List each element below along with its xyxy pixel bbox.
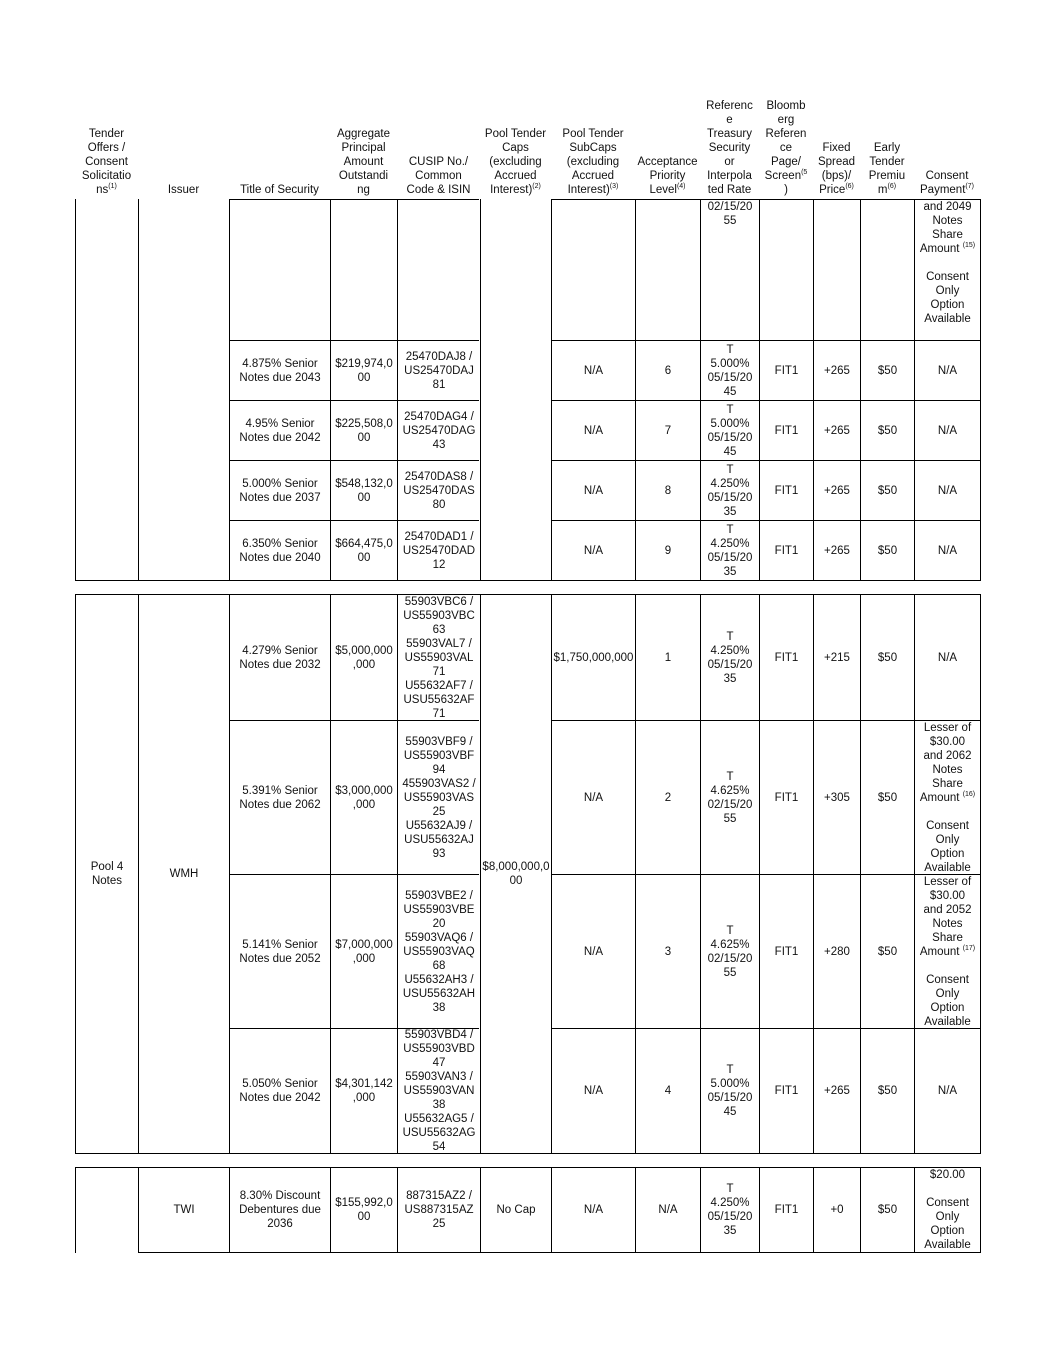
spread-cell-text: +265 <box>824 484 850 497</box>
subcap-cell-text: N/A <box>583 364 604 377</box>
premium-cell <box>861 461 914 520</box>
consent-payment-cell-main: N/A <box>937 651 958 664</box>
cusip-cell-text: 887315AZ2 / US887315AZ 25 <box>404 1190 474 1230</box>
premium-cell-text: $50 <box>877 1204 898 1216</box>
table-rule <box>75 580 980 581</box>
subcap-cell-text: N/A <box>583 424 604 437</box>
issuer-cell <box>139 1168 229 1252</box>
premium-cell <box>861 341 914 400</box>
reference-rate-cont-text: 02/15/20 55 <box>707 201 753 227</box>
amount-cell-text: $7,000,000 ,000 <box>335 938 393 965</box>
table-rule <box>138 1252 980 1253</box>
cusip-cell-text: 55903VBE2 / US55903VBE 20 55903VAQ6 / US55903VAQ 68 U55632AH3 / USU55632AH 38 <box>402 889 476 1014</box>
title-cell <box>230 595 330 720</box>
premium-cell-text: $50 <box>877 544 898 557</box>
bbg-cell-text: FIT1 <box>774 484 799 497</box>
header-text: CUSIP No./ Common Code & ISIN <box>406 156 471 196</box>
subcap-cell <box>552 521 635 580</box>
spread-cell <box>814 1029 860 1153</box>
premium-cell-text: $50 <box>877 791 898 804</box>
header-cusip-label <box>407 155 471 197</box>
subcap-cell-text: $1,750,000,000 <box>553 651 634 664</box>
header-priority <box>635 96 700 197</box>
cusip-cell <box>398 521 480 580</box>
cusip-cell-text: 55903VBF9 / US55903VBF 94 455903VAS2 / US55903VAS 25 U55632AJ9 / USU55632AJ 93 <box>402 735 476 860</box>
header-text: Early Tender Premiu m <box>868 142 906 196</box>
cusip-cell <box>398 721 480 874</box>
cusip-cell <box>398 461 480 520</box>
header-offer-label <box>82 127 131 197</box>
spread-cell-text: +265 <box>824 544 850 557</box>
header-amount <box>330 96 397 197</box>
bbg-cell <box>760 401 813 460</box>
header-cap-label <box>485 127 546 197</box>
spread-cell-text: +305 <box>824 791 850 804</box>
ref-cell-text: T 4.250% 05/15/20 35 <box>707 523 753 578</box>
cusip-cell <box>398 875 480 1028</box>
header-footnote: (6) <box>887 183 897 191</box>
ref-cell <box>701 595 759 720</box>
priority-cell-text: 1 <box>664 651 672 664</box>
ref-cell-text: T 5.000% 05/15/20 45 <box>707 1064 753 1118</box>
ref-cell <box>701 521 759 580</box>
header-cap <box>480 96 551 197</box>
consent-cell-text: N/A <box>937 544 958 557</box>
amount-cell <box>331 401 397 460</box>
spread-cell <box>814 401 860 460</box>
consent-payment-cell-main: Lesser of $30.00 and 2052 Notes Share Amount <box>919 875 972 958</box>
title-cell <box>230 461 330 520</box>
bbg-cell <box>760 461 813 520</box>
ref-cell <box>701 341 759 400</box>
bbg-cell <box>760 721 813 874</box>
header-priority-label <box>637 155 697 197</box>
consent-payment-cell-text <box>938 651 957 665</box>
table-rule <box>75 1167 76 1253</box>
header-spread-label <box>818 141 855 197</box>
priority-cell-text: N/A <box>658 1204 678 1216</box>
table-rule <box>480 199 481 581</box>
amount-cell <box>331 521 397 580</box>
consent-payment-cell-text <box>938 1084 957 1098</box>
subcap-cell <box>552 875 635 1028</box>
consent-payment-cell <box>915 1168 980 1252</box>
header-text: Tender Offers / Consent Solicitatio ns <box>81 128 132 196</box>
amount-cell-text: $664,475,0 00 <box>335 537 393 564</box>
header-issuer-label <box>168 183 199 197</box>
amount-cell-text: $219,974,0 00 <box>335 357 393 384</box>
reference-rate-cell <box>701 1168 759 1252</box>
bbg-cell-text: FIT1 <box>774 364 799 377</box>
consent-payment-cell-footnote: (16) <box>962 790 976 798</box>
title-cell-text: 6.350% Senior Notes due 2040 <box>239 537 321 564</box>
spread-cell <box>814 595 860 720</box>
header-text: Bloomb erg Referen ce Page/ Screen <box>764 100 807 182</box>
spread-cell-text: +280 <box>824 945 850 958</box>
bloomberg-cell-text: FIT1 <box>774 1204 799 1216</box>
premium-cell <box>861 721 914 874</box>
header-subcap-label <box>562 127 623 197</box>
title-cell <box>230 721 330 874</box>
header-text: Issuer <box>167 184 200 196</box>
header-footnote: (3) <box>609 183 619 191</box>
header-footnote: (2) <box>532 183 541 191</box>
bbg-cell-text: FIT1 <box>774 945 799 958</box>
issuer-cell <box>139 595 229 1153</box>
subcap-cell <box>552 595 635 720</box>
spread-cell <box>814 875 860 1028</box>
spread-cell-text: +0 <box>830 1204 844 1216</box>
cusip-cell-text: 55903VBC6 / US55903VBC 63 55903VAL7 / US55903VAL 71 U55632AF7 / USU55632AF 71 <box>403 595 475 720</box>
offer-group-cell <box>76 595 138 1153</box>
premium-cell <box>861 521 914 580</box>
bbg-cell <box>760 521 813 580</box>
spread-cell-text: +265 <box>824 1085 850 1097</box>
consent-payment-cont-text <box>920 200 975 326</box>
title-cell <box>230 1029 330 1153</box>
cusip-cell-text: 25470DAS8 / US25470DAS 80 <box>403 470 475 511</box>
ref-cell-text: T 4.625% 02/15/20 55 <box>707 770 753 825</box>
ref-cell <box>701 721 759 874</box>
priority-cell <box>636 595 700 720</box>
consent-cell <box>915 521 980 580</box>
premium-cell <box>861 1168 914 1252</box>
subcap-cell <box>552 721 635 874</box>
premium-cell <box>861 401 914 460</box>
spread-cell <box>814 1168 860 1252</box>
subcap-cell-text: N/A <box>583 945 604 958</box>
consent-payment-cell <box>915 595 980 720</box>
offer-group-cell-text: Pool 4 Notes <box>90 861 124 887</box>
premium-cell <box>861 1029 914 1153</box>
cusip-cell <box>398 595 480 720</box>
title-cell <box>230 521 330 580</box>
header-text: Pool Tender Caps (excluding Accrued Interest) <box>484 128 547 196</box>
header-title-label <box>240 183 319 197</box>
premium-cell-text: $50 <box>877 484 898 497</box>
header-offer <box>75 96 138 197</box>
table-rule <box>980 1167 981 1253</box>
title-cell-text: 4.95% Senior Notes due 2042 <box>239 417 321 444</box>
subcap-cell <box>552 401 635 460</box>
header-text: Pool Tender SubCaps (excluding Accrued Interest) <box>562 128 624 196</box>
bbg-cell <box>760 1029 813 1153</box>
consent-payment-cell-text: $20.00 Consent Only Option Available <box>924 1169 971 1251</box>
subcap-cell <box>552 461 635 520</box>
ref-cell <box>701 875 759 1028</box>
premium-cell-text: $50 <box>877 651 898 664</box>
header-issuer <box>138 96 229 197</box>
bbg-cell-text: FIT1 <box>774 791 799 804</box>
bloomberg-cell <box>760 1168 813 1252</box>
header-text: Consent Payment <box>920 170 969 196</box>
cusip-cell <box>398 1168 480 1252</box>
cusip-cell <box>398 1029 480 1153</box>
issuer-cell-text: TWI <box>173 1204 195 1216</box>
header-bbg-label <box>765 99 808 197</box>
table-rule <box>980 594 981 1154</box>
title-cell-text: 4.875% Senior Notes due 2043 <box>239 357 321 384</box>
priority-cell <box>636 341 700 400</box>
cusip-cell-text: 25470DAJ8 / US25470DAJ 81 <box>404 350 474 391</box>
consent-cell-text: N/A <box>937 364 958 377</box>
priority-cell <box>636 461 700 520</box>
header-footnote: (7) <box>965 183 974 191</box>
bbg-cell-text: FIT1 <box>774 1085 799 1097</box>
header-text: Acceptance Priority Level <box>637 156 698 196</box>
issuer-cell-text: WMH <box>169 868 199 880</box>
title-cell <box>230 875 330 1028</box>
title-cell <box>230 401 330 460</box>
cusip-cell <box>398 401 480 460</box>
consent-payment-cell-note: Consent Only Option Available <box>924 973 971 1028</box>
subcap-cell-text: N/A <box>583 544 604 557</box>
consent-payment-cont-footnote: (15) <box>962 242 976 250</box>
header-subcap <box>551 96 635 197</box>
priority-cell-text: 9 <box>664 544 672 557</box>
amount-cell <box>331 1168 397 1252</box>
amount-cell-text: $155,992,0 00 <box>335 1197 393 1223</box>
consent-cell-text: N/A <box>937 484 958 497</box>
amount-cell <box>331 1029 397 1153</box>
consent-cell <box>915 341 980 400</box>
consent-payment-cont-note: Consent Only Option Available <box>924 271 971 325</box>
premium-cell <box>861 595 914 720</box>
table-rule <box>75 1153 980 1154</box>
consent-payment-cell <box>915 875 980 1028</box>
pool-cap-cell <box>481 1168 551 1252</box>
table-rule <box>75 199 76 581</box>
reference-rate-cell-text: T 4.250% 05/15/20 35 <box>707 1183 753 1237</box>
header-footnote: (6) <box>845 183 854 191</box>
consent-cell-text: N/A <box>937 424 958 437</box>
header-premium-label <box>869 141 905 197</box>
ref-cell <box>701 1029 759 1153</box>
subcap-cell-text: N/A <box>583 1204 604 1216</box>
subcap-cell-text: N/A <box>583 484 604 497</box>
consent-payment-cell <box>915 1029 980 1153</box>
spread-cell-text: +265 <box>824 364 850 377</box>
priority-cell <box>636 721 700 874</box>
header-consent <box>914 96 980 197</box>
subcap-cell-text: N/A <box>583 791 604 804</box>
priority-cell-text: 6 <box>664 364 672 377</box>
title-cell-text: 5.141% Senior Notes due 2052 <box>239 938 321 965</box>
bbg-cell-text: FIT1 <box>774 424 799 437</box>
bbg-cell <box>760 875 813 1028</box>
consent-payment-cell-note: Consent Only Option Available <box>924 819 971 874</box>
table-rule <box>138 199 139 581</box>
ref-cell <box>701 461 759 520</box>
consent-payment-cell-main: N/A <box>937 1085 958 1097</box>
premium-cell-text: $50 <box>877 424 898 437</box>
premium-cell-text: $50 <box>877 945 898 958</box>
header-text: Fixed Spread (bps)/ Price <box>817 142 856 196</box>
reference-rate-cont <box>701 200 759 340</box>
header-footnote: (5 <box>801 169 808 177</box>
header-footnote: (1) <box>108 183 117 191</box>
amount-cell-text: $4,301,142 ,000 <box>335 1078 393 1104</box>
spread-cell-text: +215 <box>824 651 850 664</box>
cusip-cell-text: 25470DAD1 / US25470DAD 12 <box>402 530 476 571</box>
pool-cap-cell <box>481 595 551 1153</box>
subcap-cell <box>552 341 635 400</box>
consent-payment-cell-text <box>920 875 975 1029</box>
title-cell-text: 5.391% Senior Notes due 2062 <box>239 784 321 811</box>
table-rule <box>229 199 479 200</box>
amount-cell-text: $548,132,0 00 <box>335 477 393 504</box>
spread-cell <box>814 721 860 874</box>
consent-payment-cont-main: and 2049 Notes Share Amount <box>919 201 972 255</box>
consent-cell <box>915 461 980 520</box>
amount-cell-text: $3,000,000 ,000 <box>335 784 393 811</box>
title-cell-text: 5.000% Senior Notes due 2037 <box>239 477 321 504</box>
subcap-cell-text: N/A <box>583 1085 604 1097</box>
header-bbg <box>759 96 813 197</box>
ref-cell-text: T 5.000% 05/15/20 45 <box>707 343 753 398</box>
priority-cell <box>636 1029 700 1153</box>
bbg-cell-text: FIT1 <box>774 651 799 664</box>
priority-cell-text: 8 <box>664 484 672 497</box>
amount-cell <box>331 595 397 720</box>
consent-payment-cell-footnote: (17) <box>962 944 976 952</box>
header-consent-label <box>920 169 974 197</box>
ref-cell-text: T 4.250% 05/15/20 35 <box>707 463 753 518</box>
spread-cell-text: +265 <box>824 424 850 437</box>
ref-cell-text: T 4.250% 05/15/20 35 <box>707 630 753 685</box>
ref-cell-text: T 4.625% 02/15/20 55 <box>707 924 753 979</box>
premium-cell <box>861 875 914 1028</box>
priority-cell <box>636 521 700 580</box>
priority-cell-text: 2 <box>664 791 672 804</box>
title-cell-text: 8.30% Discount Debentures due 2036 <box>239 1190 321 1230</box>
bbg-cell <box>760 595 813 720</box>
cusip-cell <box>398 341 480 400</box>
header-text-tail: ) <box>784 184 788 196</box>
spread-cell <box>814 461 860 520</box>
pool-cap-cell-text: $8,000,000,0 00 <box>482 861 550 887</box>
header-premium <box>860 96 914 197</box>
priority-cell-text: 4 <box>664 1085 672 1097</box>
amount-cell-text: $5,000,000 ,000 <box>335 644 393 671</box>
title-cell <box>230 1168 330 1252</box>
amount-cell <box>331 875 397 1028</box>
priority-cell-text: 3 <box>664 945 672 958</box>
consent-payment-cell <box>915 721 980 874</box>
header-cusip <box>397 96 480 197</box>
header-ref-label <box>706 99 753 197</box>
ref-cell-text: T 5.000% 05/15/20 45 <box>707 403 753 458</box>
table-rule <box>980 199 981 581</box>
header-text: Referenc e Treasury Security or Interpola ted Rate <box>706 100 753 196</box>
header-ref <box>700 96 759 197</box>
amount-cell-text: $225,508,0 00 <box>335 417 393 444</box>
title-cell-text: 5.050% Senior Notes due 2042 <box>239 1078 321 1104</box>
consent-payment-cell-text <box>920 721 975 875</box>
premium-cell-text: $50 <box>877 364 898 377</box>
cusip-cell-text: 25470DAG4 / US25470DAG 43 <box>402 410 476 451</box>
bbg-cell-text: FIT1 <box>774 544 799 557</box>
amount-cell <box>331 721 397 874</box>
header-title <box>229 96 330 197</box>
title-cell <box>230 341 330 400</box>
header-text: Title of Security <box>240 184 319 196</box>
spread-cell <box>814 521 860 580</box>
priority-cell <box>636 1168 700 1252</box>
premium-cell-text: $50 <box>877 1085 898 1097</box>
subcap-cell <box>552 1168 635 1252</box>
title-cell-text: 4.279% Senior Notes due 2032 <box>239 644 321 671</box>
amount-cell <box>331 341 397 400</box>
amount-cell <box>331 461 397 520</box>
bbg-cell <box>760 341 813 400</box>
spread-cell <box>814 341 860 400</box>
pool-cap-cell-text: No Cap <box>496 1204 536 1216</box>
ref-cell <box>701 401 759 460</box>
priority-cell-text: 7 <box>664 424 672 437</box>
header-footnote: (4) <box>676 183 686 191</box>
subcap-cell <box>552 1029 635 1153</box>
cusip-cell-text: 55903VBD4 / US55903VBD 47 55903VAN3 / US55903VAN 38 U55632AG5 / USU55632AG 54 <box>402 1029 476 1153</box>
consent-payment-cont <box>915 200 980 340</box>
consent-payment-cell-main: Lesser of $30.00 and 2062 Notes Share Amount <box>919 721 972 804</box>
header-text: Aggregate Principal Amount Outstandi ng <box>336 128 391 196</box>
consent-cell <box>915 401 980 460</box>
header-amount-label <box>337 127 390 197</box>
priority-cell <box>636 875 700 1028</box>
priority-cell <box>636 401 700 460</box>
header-spread <box>813 96 860 197</box>
